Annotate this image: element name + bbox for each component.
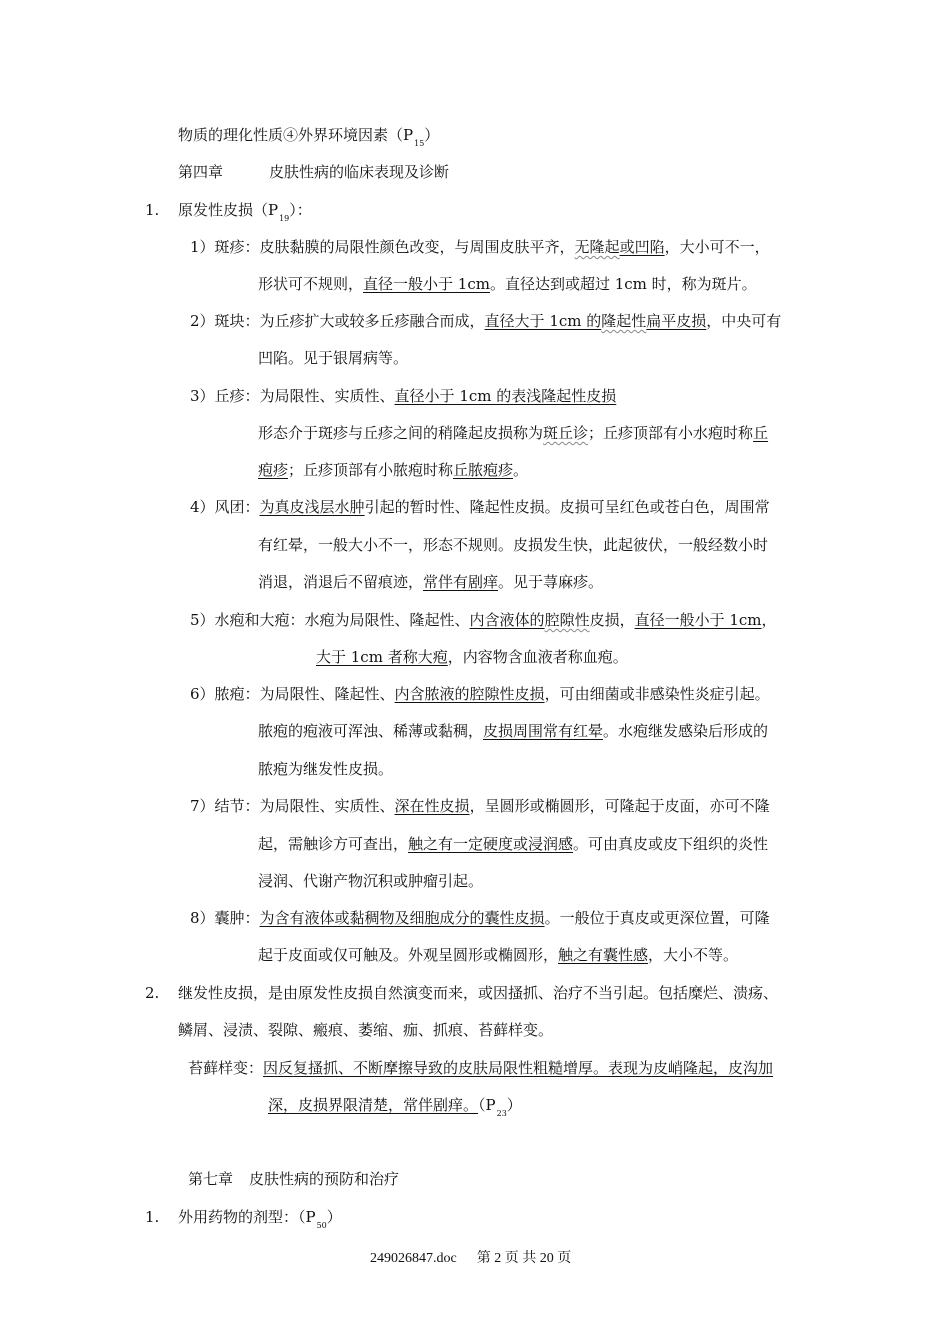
text-line: 7）结节：为局限性、实质性、深在性皮损，呈圆形或椭圆形，可隆起于皮面，亦可不隆 xyxy=(190,797,770,815)
text-line: 起，需触诊方可查出，触之有一定硬度或浸润感。可由真皮或皮下组织的炎性 xyxy=(258,835,769,853)
footer-page-info: 第 2 页 共 20 页 xyxy=(476,1251,572,1266)
text-line: 深，皮损界限清楚，常伴剧痒。$(P_{23})$ xyxy=(268,1096,522,1118)
text-line: 4）风团：为真皮浅层水肿引起的暂时性、隆起性皮损。皮损可呈红色或苍白色，周围常 xyxy=(190,498,770,516)
list-item-heading: 2. 继发性皮损，是由原发性皮损自然演变而来，或因搔抓、治疗不当引起。包括糜烂、溃疡、 xyxy=(145,984,779,1002)
page-ref-subscript: 23 xyxy=(496,1109,507,1118)
footer-filename: 249026847.doc xyxy=(370,1251,457,1266)
text-line: 疱疹；丘疹顶部有小脓疱时称丘脓疱疹。 xyxy=(258,461,529,479)
text-line: 5）水疱和大疱：水疱为局限性、隆起性、内含液体的腔隙性皮损，直径一般小于 1cm， xyxy=(190,611,777,629)
list-item-heading: 1. 外用药物的剂型：$(P_{50})$ xyxy=(145,1208,342,1230)
chapter-heading: 第七章 皮肤性病的预防和治疗 xyxy=(188,1170,400,1188)
page-ref-subscript: 50 xyxy=(316,1221,327,1230)
chapter-heading: 第四章 皮肤性病的临床表现及诊断 xyxy=(178,163,450,181)
text-line: 消退，消退后不留痕迹，常伴有剧痒。见于荨麻疹。 xyxy=(258,573,604,591)
text-line: 苔藓样变：因反复搔抓、不断摩擦导致的皮肤局限性粗糙增厚。表现为皮峭隆起，皮沟加 xyxy=(188,1059,774,1077)
text-line: 浸润、代谢产物沉积或肿瘤引起。 xyxy=(258,872,484,890)
text-line: 3）丘疹：为局限性、实质性、直径小于 1cm 的表浅隆起性皮损 xyxy=(190,387,617,405)
text-line: 形状可不规则，直径一般小于 1cm。直径达到或超过 1cm 时，称为斑片。 xyxy=(258,275,757,293)
list-number: 1. xyxy=(145,201,160,219)
text-line: 1）斑疹：皮肤黏膜的局限性颜色改变，与周围皮肤平齐，无隆起或凹陷，大小可不一， xyxy=(190,238,770,256)
text-line: 有红晕，一般大小不一，形态不规则。皮损发生快，此起彼伏，一般经数小时 xyxy=(258,536,769,554)
list-number: 2. xyxy=(145,984,160,1002)
page-ref-subscript: 19 xyxy=(279,214,290,223)
text-line: 鳞屑、浸渍、裂隙、瘢痕、萎缩、痂、抓痕、苔藓样变。 xyxy=(178,1021,554,1039)
text-line: 脓疱的疱液可浑浊、稀薄或黏稠，皮损周围常有红晕。水疱继发感染后形成的 xyxy=(258,722,769,740)
text-line: 形态介于斑疹与丘疹之间的稍隆起皮损称为斑丘诊；丘疹顶部有小水疱时称丘 xyxy=(258,424,769,442)
text-line: 2）斑块：为丘疹扩大或较多丘疹融合而成，直径大于 1cm 的隆起性扁平皮损，中央可有 xyxy=(190,312,782,330)
list-number: 1. xyxy=(145,1208,160,1226)
text-line: 8）囊肿：为含有液体或黏稠物及细胞成分的囊性皮损。一般位于真皮或更深位置，可隆 xyxy=(190,909,770,927)
page-ref-subscript: 15 xyxy=(414,139,425,148)
text-line: 起于皮面或仅可触及。外观呈圆形或椭圆形，触之有囊性感，大小不等。 xyxy=(258,946,739,964)
text-line: 6）脓疱：为局限性、隆起性、内含脓液的腔隙性皮损，可由细菌或非感染性炎症引起。 xyxy=(190,685,770,703)
list-item-heading: 1. 原发性皮损$(P_{19})$： xyxy=(145,201,312,223)
text-line: 脓疱为继发性皮损。 xyxy=(258,760,394,778)
text-line: 大于 1cm 者称大疱，内容物含血液者称血疱。 xyxy=(316,648,628,666)
text-line: 物质的理化性质④外界环境因素$(P_{15})$ xyxy=(178,126,440,148)
text-line: 凹陷。见于银屑病等。 xyxy=(258,349,409,367)
page-footer xyxy=(370,1249,571,1269)
